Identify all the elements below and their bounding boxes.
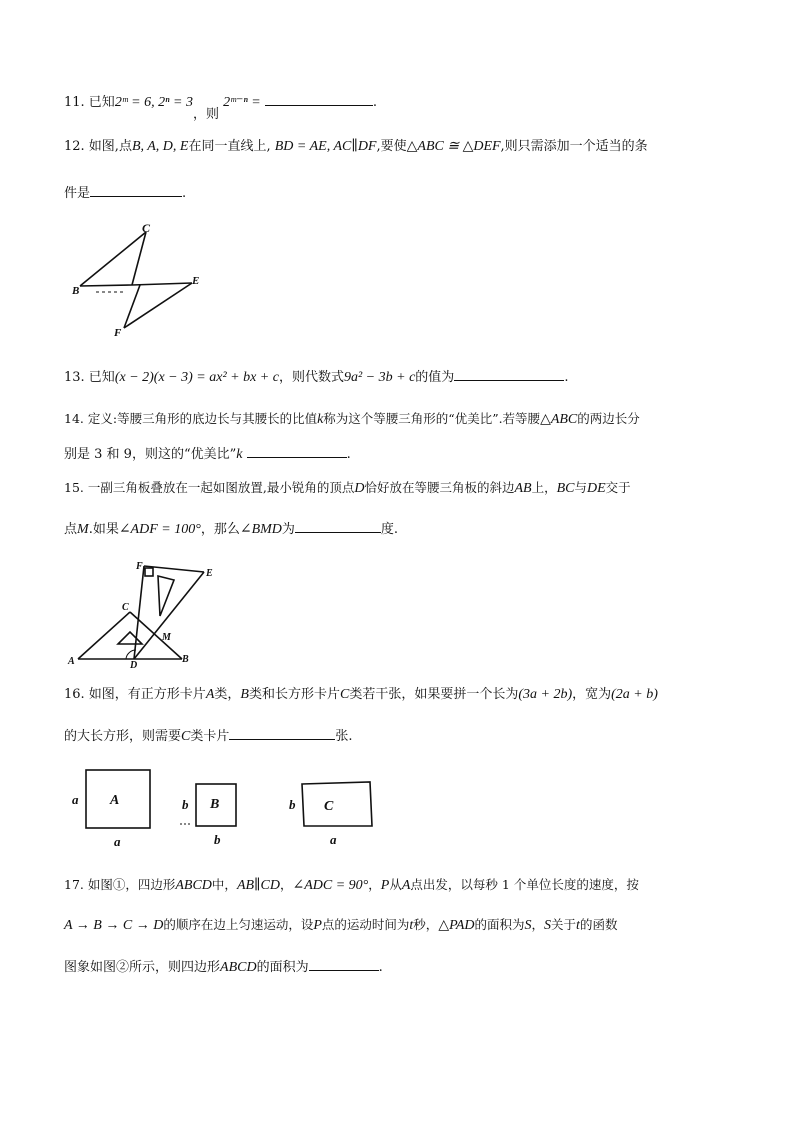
q12-math: BD = AE, AC∥DF: [274, 139, 377, 154]
q12-end: .: [182, 186, 187, 201]
label-M: M: [162, 632, 171, 643]
q16-math: (3a + 2b): [518, 687, 573, 702]
label-F: F: [136, 561, 143, 572]
q12-math: △ABC ≅ △DEF: [406, 139, 501, 154]
q12-math: B, A, D, E: [131, 139, 189, 154]
q17-text: 的顺序在边上匀速运动，设: [163, 917, 314, 932]
q17-text: 的函数: [579, 917, 618, 932]
question-15-line-1: [64, 479, 631, 498]
label-B: B: [72, 285, 80, 297]
q14-text: 别是 3 和 9，则这的“优美比”: [64, 447, 237, 462]
q16-text: 类和长方形卡片: [248, 687, 340, 702]
q17-math: AB∥CD: [236, 878, 280, 893]
q15-text: 交于: [605, 480, 631, 495]
question-13: [64, 368, 568, 387]
question-11: [64, 93, 377, 122]
q17-math: ABCD: [220, 960, 257, 975]
card-b-bottom: b: [214, 832, 221, 847]
q15-end: 度.: [380, 522, 399, 537]
card-b-side: b: [182, 797, 189, 812]
q17-math: ABCD: [175, 878, 212, 893]
q16-text: 类若干张，如果要拼一个长为: [349, 687, 519, 702]
q17-text: ，: [279, 877, 293, 892]
q15-text: 上，: [531, 480, 557, 495]
q17-math: P: [313, 918, 322, 933]
card-C-label: C: [324, 799, 334, 814]
q15-text: ，那么: [200, 522, 240, 537]
q16-text: ，宽为: [572, 687, 612, 702]
q14-end: .: [346, 447, 351, 462]
q14-text: 称为这个等腰三角形的“优美比”.若等腰: [323, 411, 541, 426]
question-17-line-1: [64, 876, 639, 895]
q13-text: 的值为: [415, 370, 455, 385]
q17-text: 从: [389, 877, 402, 892]
q17-math: P: [380, 878, 390, 893]
q14-math: k: [236, 447, 243, 462]
q17-text: ，: [368, 877, 381, 892]
q15-text: 与: [574, 480, 587, 495]
q12-text: ,要使: [376, 139, 407, 154]
label-C: C: [122, 602, 129, 613]
q12-text: ,则只需添加一个适当的条: [500, 139, 648, 154]
question-15-line-2: [64, 520, 398, 539]
question-17-line-3: [64, 958, 383, 977]
label-E: E: [206, 568, 213, 579]
label-C: C: [142, 222, 151, 235]
q13-math: (x − 2)(x − 3) = ax² + bx + c: [114, 370, 279, 385]
label-B: B: [182, 654, 189, 665]
q15-math: D: [354, 481, 365, 496]
question-17-line-2: [64, 916, 617, 935]
q15-text: 为: [281, 522, 295, 537]
q14-text: 14. 定义:等腰三角形的底边长与其腰长的比值: [64, 411, 318, 426]
q17-math: S: [544, 918, 552, 933]
q16-math: C: [181, 729, 191, 744]
q17-text: 点的运动时间为: [321, 917, 410, 932]
q12-text: 在同一直线上,: [188, 139, 271, 154]
label-A: A: [68, 656, 75, 667]
question-16-line-1: [64, 686, 658, 704]
figure-q16: [68, 764, 388, 854]
q11-end: .: [372, 95, 377, 110]
question-12-line-1: [64, 138, 648, 156]
q16-end: 张.: [335, 729, 353, 744]
q17-math: t: [576, 918, 580, 933]
q16-math: B: [240, 687, 249, 702]
question-16-line-2: [64, 727, 353, 746]
q14-text: 的两边长分: [577, 411, 640, 426]
q17-math: ∠ADC = 90°: [292, 878, 369, 893]
q16-math: A: [205, 687, 215, 702]
q16-text: 类卡片: [190, 729, 230, 744]
q13-math: 9a² − 3b + c: [343, 370, 416, 385]
q11-sep: ，则: [192, 107, 219, 122]
label-D: D: [130, 660, 138, 670]
figure-q12: [66, 222, 216, 340]
card-a-side: a: [72, 792, 79, 807]
q17-math: A: [401, 878, 411, 893]
q15-math: BC: [556, 481, 575, 496]
q13-answer-blank[interactable]: [454, 368, 564, 381]
q15-math: DE: [587, 481, 606, 496]
q15-math: ∠BMD: [239, 522, 282, 537]
q15-math: ∠ADF = 100°: [118, 522, 201, 537]
card-A-label: A: [110, 793, 120, 808]
q17-math: S: [524, 918, 532, 933]
q16-text: 类，: [214, 687, 241, 702]
q17-text: 中，: [211, 877, 237, 892]
q17-end: .: [378, 960, 383, 975]
q17-math: t: [409, 918, 414, 933]
card-c-side: b: [289, 797, 296, 812]
q16-math: C: [339, 687, 350, 702]
q13-text: 13. 已知: [64, 370, 115, 385]
q13-text: ，则代数式: [278, 370, 344, 385]
figure-q15: [64, 558, 220, 670]
q16-math: (2a + b): [611, 687, 658, 702]
q14-answer-blank[interactable]: [247, 445, 347, 458]
q17-math: A → B → C → D: [64, 918, 164, 933]
question-12-line-2: [64, 184, 186, 203]
q12-text: 12. 如图,点: [64, 139, 132, 154]
q17-text: 秒，: [413, 917, 439, 932]
label-F: F: [114, 327, 122, 339]
q15-math: AB: [514, 481, 532, 496]
q11-answer-blank[interactable]: [265, 93, 373, 106]
q16-answer-blank[interactable]: [229, 727, 335, 740]
q14-math: △ABC: [540, 412, 578, 427]
card-B-label: B: [210, 797, 220, 812]
q17-text: 17. 如图①，四边形: [64, 877, 176, 892]
q17-text: 的面积为: [474, 917, 525, 932]
label-E: E: [192, 275, 200, 287]
q11-expr-2: 2ᵐ⁻ⁿ =: [223, 95, 261, 110]
q11-expr-1: 2ᵐ = 6, 2ⁿ = 3: [114, 95, 193, 110]
question-14-line-1: [64, 410, 640, 429]
q14-math: k: [317, 412, 324, 427]
q16-text: 的大长方形，则需要: [64, 729, 182, 744]
q15-text: 点: [64, 522, 78, 537]
q11-lead: 11. 已知: [64, 95, 115, 110]
q15-text: .如果: [88, 522, 119, 537]
q17-text: ，: [531, 917, 545, 932]
q17-text: 点出发，以每秒 1 个单位长度的速度，按: [410, 877, 639, 892]
q12-text: 件是: [64, 186, 91, 201]
q15-answer-blank[interactable]: [295, 520, 381, 533]
card-c-bottom: a: [330, 832, 337, 847]
q15-text: 15. 一副三角板叠放在一起如图放置,最小锐角的顶点: [64, 480, 355, 495]
q17-math: △PAD: [438, 918, 475, 933]
q17-text: 的面积为: [256, 960, 309, 975]
q17-text: 图象如图②所示，则四边形: [64, 960, 221, 975]
q15-math: M: [77, 522, 89, 537]
q16-text: 16. 如图，有正方形卡片: [64, 687, 206, 702]
q12-answer-blank[interactable]: [90, 184, 182, 197]
q17-text: 关于: [551, 917, 577, 932]
q15-text: 恰好放在等腰三角板的斜边: [364, 480, 515, 495]
q13-end: .: [564, 370, 569, 385]
q17-answer-blank[interactable]: [309, 958, 379, 971]
question-14-line-2: [64, 445, 351, 464]
card-a-bottom: a: [114, 834, 121, 849]
